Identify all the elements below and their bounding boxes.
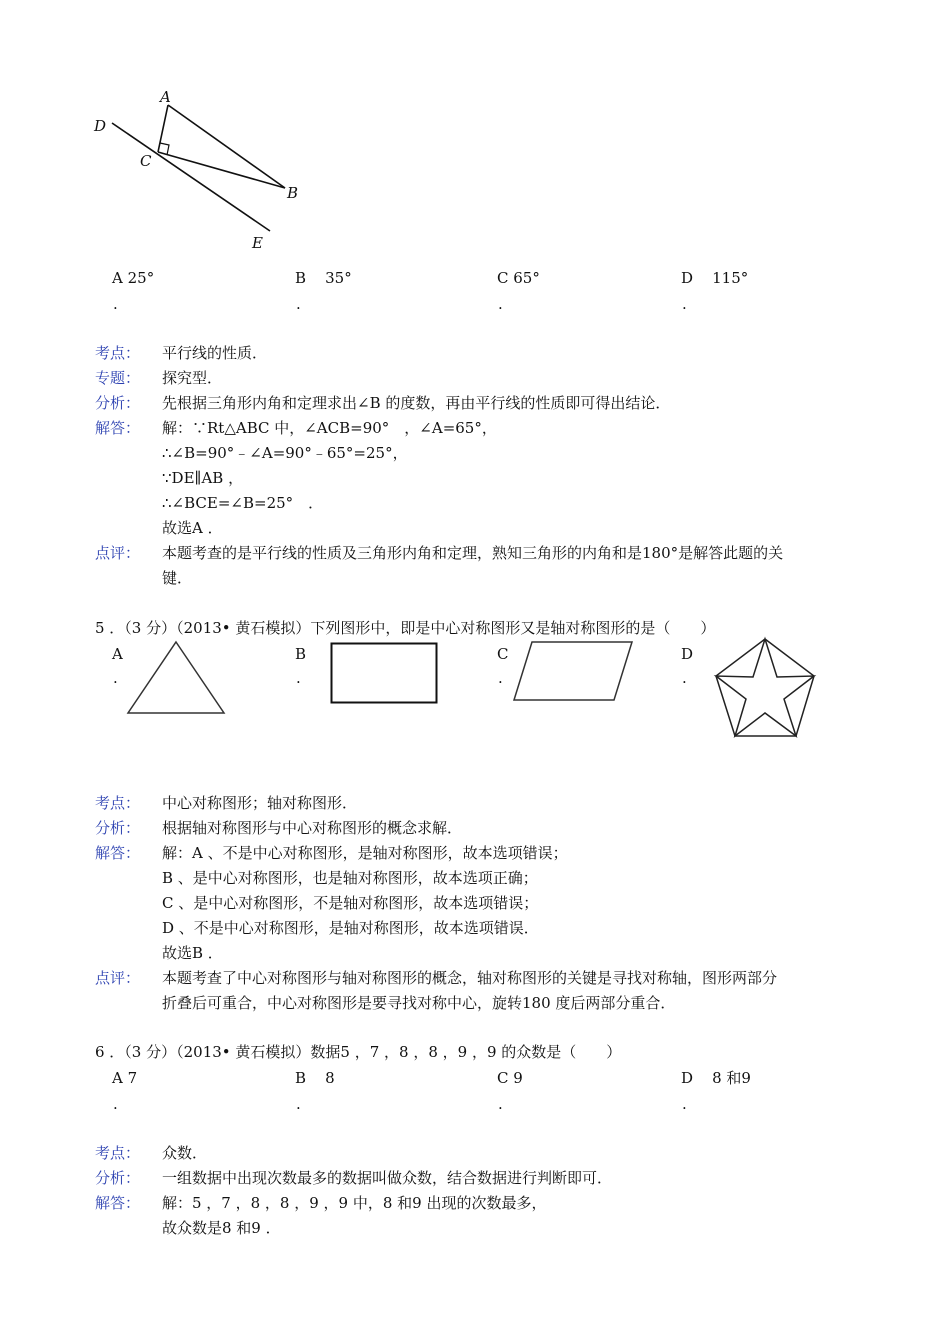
q4-fenxi: 先根据三角形内角和定理求出∠B 的度数，再由平行线的性质即可得出结论． [162,394,671,412]
q5-option-b-rectangle [330,642,438,704]
q5-kaodian-label: 考点： [95,794,141,812]
q5-fenxi: 根据轴对称图形与中心对称图形的概念求解． [162,819,463,837]
label-a: A [160,88,171,106]
q5-option-b-letter: B [295,645,307,663]
label-c: C [140,152,152,170]
q6-jieda-label: 解答： [95,1194,141,1212]
q4-jieda-line: ∴∠B=90°﹣∠A=90°﹣65°=25°， [162,444,408,462]
q5-stem: 5 ．（3 分）（2013• 黄石模拟）下列图形中，即是中心对称图形又是轴对称图形的是（ ） [95,619,716,637]
q5-dianping-label: 点评： [95,969,141,987]
q6-option-a: A 7 [112,1069,138,1087]
q4-zhuanti: 探究型． [162,369,223,387]
q6-fenxi-label: 分析： [95,1169,141,1187]
q6-option-c: C 9 [497,1069,523,1087]
q5-dianping-line: 本题考查了中心对称图形与轴对称图形的概念，轴对称图形的关键是寻找对称轴，图形两部分 [162,969,778,987]
q4-dianping-label: 点评： [95,544,141,562]
q4-option-a: A 25° [112,269,155,287]
q6-fenxi: 一组数据中出现次数最多的数据叫做众数，结合数据进行判断即可． [162,1169,613,1187]
label-b: B [287,184,299,202]
q4-zhuanti-label: 专题： [95,369,141,387]
q5-jieda-line: D 、不是中心对称图形，是轴对称图形，故本选项错误． [162,919,539,937]
q5-jieda-line: C 、是中心对称图形，不是轴对称图形，故本选项错误； [162,894,539,912]
q4-jieda-line: 故选A ． [162,519,223,537]
label-e: E [252,234,263,252]
q5-option-c-parallelogram [510,640,636,704]
q5-option-a-triangle [125,640,227,716]
q4-jieda-line: ∵DE∥AB ， [162,469,244,487]
q4-jieda-line: 解：∵Rt△ABC 中，∠ACB=90° ，∠A=65°， [162,419,497,437]
q5-jieda-line: 解：A 、不是中心对称图形，是轴对称图形，故本选项错误； [162,844,568,862]
q4-jieda-line: ∴∠BCE=∠B=25° ． [162,494,324,512]
q4-dianping-line: 键． [162,569,193,587]
q6-jieda-line: 解：5 ，7 ，8 ，8 ，9 ，9 中，8 和9 出现的次数最多， [162,1194,547,1212]
q6-kaodian-label: 考点： [95,1144,141,1162]
q4-dianping-line: 本题考查的是平行线的性质及三角形内角和定理，熟知三角形的内角和是180°是解答此题的关 [162,544,784,562]
q4-option-b: B 35° [295,269,352,287]
q5-fenxi-label: 分析： [95,819,141,837]
q6-stem: 6 ．（3 分）（2013• 黄石模拟）数据5 ，7 ，8 ，8 ，9 ，9 的众数是（ ） [95,1043,622,1061]
q5-jieda-line: 故选B ． [162,944,223,962]
q6-option-b: B 8 [295,1069,335,1087]
segment-cb [158,152,285,188]
q6-option-d: D 8 和9 [681,1069,751,1087]
q4-kaodian-label: 考点： [95,344,141,362]
q4-option-c: C 65° [497,269,540,287]
q5-option-d-pentagram [710,636,820,740]
q5-jieda-label: 解答： [95,844,141,862]
label-d: D [94,117,107,135]
q6-kaodian: 众数． [162,1144,208,1162]
q5-kaodian: 中心对称图形；轴对称图形． [162,794,358,812]
q4-jieda-label: 解答： [95,419,141,437]
q4-fenxi-label: 分析： [95,394,141,412]
q5-dianping-line: 折叠后可重合，中心对称图形是要寻找对称中心，旋转180 度后两部分重合． [162,994,676,1012]
q5-option-d-letter: D [681,645,694,663]
q4-option-d: D 115° [681,269,749,287]
q5-option-a-letter: A [112,645,123,663]
q4-geometry-figure [90,85,310,255]
segment-ab [168,105,285,188]
q4-kaodian: 平行线的性质． [162,344,268,362]
q5-option-c-letter: C [497,645,509,663]
q5-jieda-line: B 、是中心对称图形，也是轴对称图形，故本选项正确； [162,869,538,887]
q6-jieda-line: 故众数是8 和9 ． [162,1219,281,1237]
